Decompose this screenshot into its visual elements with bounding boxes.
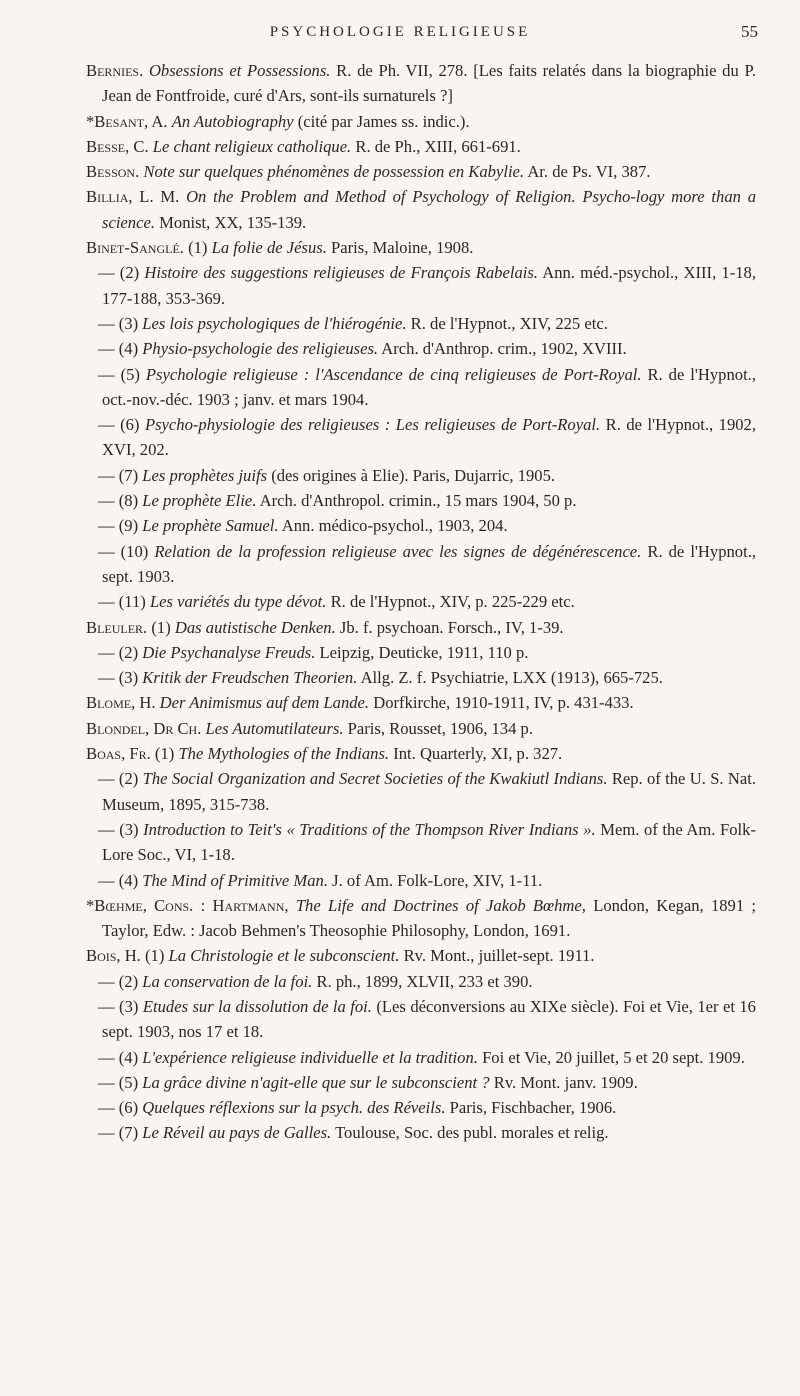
entry-title: Der Animismus auf dem Lande. xyxy=(159,693,370,713)
entry-number: (3) xyxy=(118,668,139,688)
bibliography-entry xyxy=(86,159,756,184)
entry-details: London, Kegan, 1891 ; Taylor, Edw. : Jacob Behmen's Theosophie Philosophy, London, 1691. xyxy=(102,895,756,941)
entry-author: Billia, L. M. xyxy=(86,187,180,207)
entry-details: R. de Ph., XIII, 661-691. xyxy=(355,136,521,156)
entry-details: J. of Am. Folk-Lore, XIV, 1-11. xyxy=(332,870,543,890)
page-number: 55 xyxy=(741,22,758,41)
bibliography-entry xyxy=(86,235,756,260)
ditto-dash: — xyxy=(98,313,115,333)
entry-details: (des origines à Elie). Paris, Dujarric, 1905. xyxy=(271,465,556,485)
entry-number: (2) xyxy=(118,642,139,662)
entry-details: Jb. f. psychoan. Forsch., IV, 1-39. xyxy=(339,617,564,637)
entry-title: Das autistische Denken. xyxy=(174,617,336,637)
entry-details: Ar. de Ps. VI, 387. xyxy=(527,162,651,182)
entry-title: Kritik der Freudschen Theorien. xyxy=(142,668,358,688)
bibliography-entry xyxy=(86,690,756,715)
entry-author: Besson. xyxy=(86,162,140,182)
entry-details: Leipzig, Deuticke, 1911, 110 p. xyxy=(319,642,529,662)
ditto-dash: — xyxy=(98,642,115,662)
entry-title: Le prophète Samuel. xyxy=(142,516,279,536)
bibliography-entry xyxy=(86,817,756,868)
entry-author: Binet-Sanglé. xyxy=(86,238,184,258)
entry-details: Rv. Mont. janv. 1909. xyxy=(493,1072,638,1092)
entry-title: The Life and Doctrines of Jakob Bœhme, xyxy=(295,895,586,915)
ditto-dash: — xyxy=(98,263,115,283)
entry-title: Etudes sur la dissolution de la foi. xyxy=(142,996,372,1016)
entry-author: *Besant, A. xyxy=(86,111,168,131)
bibliography-entry xyxy=(86,412,756,463)
bibliography-entry xyxy=(86,766,756,817)
entry-number: (9) xyxy=(118,516,139,536)
entry-number: (7) xyxy=(118,1123,139,1143)
entry-number: (5) xyxy=(118,1072,139,1092)
bibliography-entry xyxy=(86,362,756,413)
ditto-dash: — xyxy=(98,1123,115,1143)
entry-title: The Mythologies of the Indians. xyxy=(178,744,390,764)
entry-author: Boas, Fr. xyxy=(86,744,151,764)
entry-title: Obsessions et Possessions. xyxy=(148,61,331,80)
bibliography-entry xyxy=(86,134,756,159)
entry-author: *Bœhme, Cons. : Hartmann, xyxy=(86,895,289,915)
entry-title: Die Psychanalyse Freuds. xyxy=(142,642,316,662)
entry-number: (1) xyxy=(145,946,165,966)
bibliography-entry xyxy=(86,741,756,766)
entry-title: Les variétés du type dévot. xyxy=(149,592,327,612)
entry-title: La grâce divine n'agit-elle que sur le subconscient ? xyxy=(142,1072,490,1092)
entry-title: La folie de Jésus. xyxy=(211,238,327,258)
bibliography-entry xyxy=(86,1095,756,1120)
bibliography-entry xyxy=(86,1120,756,1145)
entry-title: Relation de la profession religieuse avec les signes de dégénérescence. xyxy=(154,541,642,561)
entry-details: (Les déconversions au XIXe siècle). Foi et Vie, 1er et 16 sept. 1903, nos 17 et 18. xyxy=(102,996,756,1042)
entry-title: An Autobiography xyxy=(171,111,294,131)
entry-title: Le chant religieux catholique. xyxy=(152,136,352,156)
bibliography-entry xyxy=(86,969,756,994)
entry-author: Blondel, Dr Ch. xyxy=(86,718,202,738)
entry-author: Blome, H. xyxy=(86,693,156,713)
ditto-dash: — xyxy=(98,339,115,359)
entry-title: Les lois psychologiques de l'hiérogénie. xyxy=(142,313,407,333)
ditto-dash: — xyxy=(98,491,115,511)
bibliography-entry xyxy=(86,589,756,614)
bibliography-list xyxy=(86,58,756,1146)
entry-number: (8) xyxy=(118,491,139,511)
entry-title: Note sur quelques phénomènes de possession en Kabylie. xyxy=(143,162,525,182)
ditto-dash: — xyxy=(98,1098,115,1118)
entry-details: R. de l'Hypnot., 1902, XVI, 202. xyxy=(102,415,757,460)
entry-details: Ann. médico-psychol., 1903, 204. xyxy=(281,516,508,536)
ditto-dash: — xyxy=(98,668,115,688)
bibliography-entry xyxy=(86,893,756,944)
entry-number: (6) xyxy=(120,415,140,435)
entry-details: R. de l'Hypnot., sept. 1903. xyxy=(102,541,757,586)
entry-number: (3) xyxy=(119,819,139,839)
entry-number: (2) xyxy=(118,971,139,991)
entry-number: (11) xyxy=(118,592,146,612)
entry-title: Introduction to Teit's « Traditions of the Thompson River Indians ». xyxy=(143,819,596,839)
entry-details: Arch. d'Anthropol. crimin., 15 mars 1904, 50 p. xyxy=(259,491,577,511)
bibliography-entry xyxy=(86,716,756,741)
entry-title: Les prophètes juifs xyxy=(142,465,268,485)
ditto-dash: — xyxy=(98,971,115,991)
entry-number: (5) xyxy=(120,364,140,384)
entry-title: On the Problem and Method of Psychology of Religion. Psycho-logy more than a science. xyxy=(102,187,756,232)
entry-title: Histoire des suggestions religieuses de François Rabelais. xyxy=(144,263,538,283)
bibliography-entry xyxy=(86,311,756,336)
entry-details: Dorfkirche, 1910-1911, IV, p. 431-433. xyxy=(373,693,634,713)
entry-details: Paris, Fischbacher, 1906. xyxy=(449,1098,617,1118)
bibliography-entry xyxy=(86,58,756,109)
entry-details: Mem. of the Am. Folk-Lore Soc., VI, 1-18. xyxy=(102,819,756,865)
entry-title: Les Automutilateurs. xyxy=(205,718,344,738)
entry-title: La Christologie et le subconscient. xyxy=(168,946,400,966)
entry-details: R. de l'Hypnot., oct.-nov.-déc. 1903 ; janv. et mars 1904. xyxy=(102,364,756,409)
bibliography-entry xyxy=(86,1045,756,1070)
entry-title: Psycho-physiologie des religieuses : Les religieuses de Port-Royal. xyxy=(144,415,601,435)
entry-details: Allg. Z. f. Psychiatrie, LXX (1913), 665-725. xyxy=(360,668,663,688)
bibliography-entry xyxy=(86,640,756,665)
entry-number: (1) xyxy=(188,238,208,258)
ditto-dash: — xyxy=(98,996,115,1016)
ditto-dash: — xyxy=(98,516,115,536)
entry-number: (3) xyxy=(119,996,139,1016)
bibliography-entry xyxy=(86,615,756,640)
bibliography-entry xyxy=(86,513,756,538)
entry-title: Physio-psychologie des religieuses. xyxy=(142,339,379,359)
ditto-dash: — xyxy=(98,364,115,384)
bibliography-entry xyxy=(86,336,756,361)
entry-title: Le prophète Elie. xyxy=(142,491,257,511)
entry-number: (1) xyxy=(154,744,175,764)
entry-details: Rv. Mont., juillet-sept. 1911. xyxy=(403,946,595,966)
entry-number: (7) xyxy=(118,465,139,485)
entry-details: R. ph., 1899, XLVII, 233 et 390. xyxy=(316,971,533,991)
entry-number: (2) xyxy=(119,263,140,283)
ditto-dash: — xyxy=(98,1072,115,1092)
entry-details: R. de l'Hypnot., XIV, p. 225-229 etc. xyxy=(330,592,575,612)
bibliography-entry xyxy=(86,184,756,235)
entry-details: Arch. d'Anthrop. crim., 1902, XVIII. xyxy=(381,339,627,359)
entry-number: (6) xyxy=(118,1098,139,1118)
entry-details: Paris, Rousset, 1906, 134 p. xyxy=(347,718,533,738)
entry-title: The Mind of Primitive Man. xyxy=(142,870,328,890)
entry-number: (3) xyxy=(118,313,139,333)
entry-number: (1) xyxy=(151,617,171,637)
bibliography-entry xyxy=(86,463,756,488)
ditto-dash: — xyxy=(98,541,115,561)
bibliography-entry xyxy=(86,488,756,513)
ditto-dash: — xyxy=(98,870,115,890)
ditto-dash: — xyxy=(98,592,115,612)
bibliography-entry xyxy=(86,109,756,134)
entry-details: Toulouse, Soc. des publ. morales et relig. xyxy=(335,1123,609,1143)
entry-title: Psychologie religieuse : l'Ascendance de cinq religieuses de Port-Royal. xyxy=(145,364,642,384)
bibliography-entry xyxy=(86,539,756,590)
ditto-dash: — xyxy=(98,1047,115,1067)
entry-author: Besse, C. xyxy=(86,136,149,156)
entry-number: (2) xyxy=(118,769,139,789)
entry-details: Foi et Vie, 20 juillet, 5 et 20 sept. 1909. xyxy=(482,1047,745,1067)
entry-details: R. de l'Hypnot., XIV, 225 etc. xyxy=(410,313,608,333)
entry-details: (cité par James ss. indic.). xyxy=(297,111,470,131)
entry-title: Quelques réflexions sur la psych. des Réveils. xyxy=(142,1098,446,1118)
entry-number: (4) xyxy=(118,339,139,359)
ditto-dash: — xyxy=(98,769,115,789)
entry-title: L'expérience religieuse individuelle et la tradition. xyxy=(142,1047,478,1067)
bibliography-entry xyxy=(86,260,756,311)
entry-number: (4) xyxy=(118,870,139,890)
entry-number: (4) xyxy=(118,1047,139,1067)
entry-details: Paris, Maloine, 1908. xyxy=(331,238,474,258)
bibliography-entry xyxy=(86,1070,756,1095)
entry-title: The Social Organization and Secret Societies of the Kwakiutl Indians. xyxy=(142,769,608,789)
entry-details: Monist, XX, 135-139. xyxy=(159,212,307,232)
entry-number: (10) xyxy=(120,541,149,561)
entry-author: Bernies. xyxy=(86,61,144,80)
bibliography-entry xyxy=(86,943,756,968)
bibliography-entry xyxy=(86,665,756,690)
entry-details: Rep. of the U. S. Nat. Museum, 1895, 315-738. xyxy=(102,769,756,814)
ditto-dash: — xyxy=(98,465,115,485)
entry-author: Bois, H. xyxy=(86,946,141,966)
entry-details: Ann. méd.-psychol., XIII, 1-18, 177-188, 353-369. xyxy=(102,263,756,308)
bibliography-entry xyxy=(86,994,756,1045)
entry-details: R. de Ph. VII, 278. [Les faits relatés dans la biographie du P. Jean de Fontfroide, curé d'Ars, sont-ils surnaturels ?] xyxy=(102,61,756,106)
entry-title: Le Réveil au pays de Galles. xyxy=(142,1123,332,1143)
page-header xyxy=(0,20,800,44)
ditto-dash: — xyxy=(98,819,115,839)
entry-details: Int. Quarterly, XI, p. 327. xyxy=(393,744,563,764)
ditto-dash: — xyxy=(98,415,115,435)
running-title: PSYCHOLOGIE RELIGIEUSE xyxy=(269,24,531,40)
entry-author: Bleuler. xyxy=(86,617,148,637)
bibliography-entry xyxy=(86,868,756,893)
entry-title: La conservation de la foi. xyxy=(142,971,313,991)
